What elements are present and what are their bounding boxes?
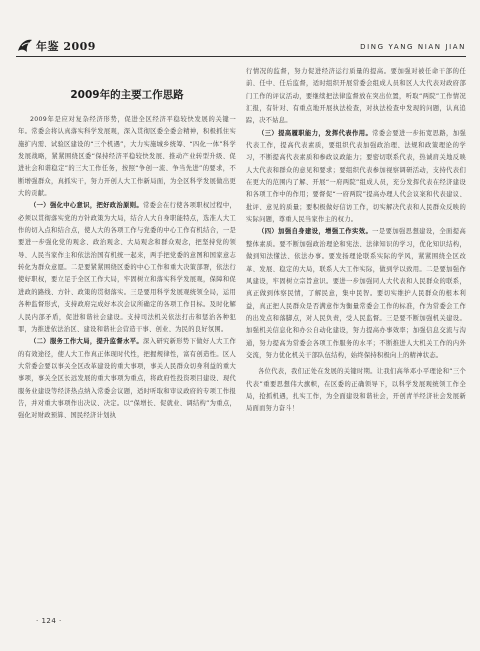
section-two-heading: （二）服务工作大局，提升监督水平。	[30, 338, 144, 346]
section-one-heading: （一）强化中心意识，把好政治原则。	[30, 202, 144, 210]
page-header	[0, 0, 480, 56]
section-two	[18, 336, 236, 422]
section-three-heading: （三）提高履职能力，发挥代表作用。	[258, 129, 373, 137]
closing-paragraph: 各位代表，我们正处在发展的关键时期。让我们高举邓小平理论和“三个代表”重要思想伟大旗帜，在区委的正确领导下，以科学发展观统领工作全局，抢抓机遇，扎实工作，为全面建设和谐社会，开创青羊经济社会发展新局面而努力奋斗！	[246, 368, 466, 413]
running-head: DING YANG NIAN JIAN	[360, 43, 466, 51]
section-four-heading: （四）加强自身建设，增强工作实效。	[258, 228, 373, 236]
left-column	[18, 66, 236, 423]
continued-paragraph: 行情况的监督，努力促进经济运行质量的提高。要加强对被任命干部的任前、任中、任后监督，适时组织开展常委会组成人员和区人大代表对政府部门工作的评议活动，要继续把法律监督放在突出位置，听取“两院”工作情况汇报，有针对、有重点地开展执法检查，对执法检查中发现的问题，认真追踪，决不姑息。	[246, 68, 466, 125]
section-three-body: 常委会要进一步拓宽思路，加强代表工作，提高代表素质，要组织代表加强政治理、法规和政策理论的学习，不断提高代表素质和参政议政能力；要密切联系代表，热诚肩关地反映人大代表和群众的意见和要求；要组织代表参加视察调研活动，支持代表们在更大的范围内了解、开展“一府两院”组成人员，充分发挥代表在经济建设和各项工作中的作用；要督促“一府两院”提高办理人代会议案和代表建议、批评、意见的质量；要积极做好信访工作，切实解决代表和人民群众反映的实际问题，尊重人民当家作主的权力。	[246, 129, 467, 224]
section-four-body: 一是要加强思想建设，全面提高整体素质。要不断加强政治理论和宪法、法律知识的学习，优化知识结构，做到知法懂法、依法办事。要发扬理论联系实际的学风，紧紧围绕全区改革、发展、稳定的大局，联系人大工作实际，做到学以致用。二是要加强作风建设，牢固树立宗旨意识。要进一步加强同人大代表和人民群众的联系，真正做到体察民情，了解民意，集中民智。要切实维护人民群众的根本利益，真正把人民群众是否满意作为衡量常委会工作的标准，作为常委会工作的出发点和落脚点，对人民负责，受人民监督。三是要不断加强机关建设。加强机关信息化和办公自动化建设，努力提高办事效率；加强信息交流与沟通，努力提高为常委会各项工作服务的水平；不断推进人大机关工作的内外交流，努力优化机关干部队伍结构，始终保持积极向上的精神状态。	[246, 228, 467, 359]
section-two-body: 深入研究新形势下做好人大工作的有效途径，使人大工作真正体现时代性，把握规律性，富有创造性。区人大常委会要以事关全区改革建设的重大事项，事关人民群众切身利益的重大事项，事关全区长远发展的重大事项为重点，将政府性投资项目建设、现代服务业建设等经济热点纳入常委会议题，适时听取和审议政府的专项工作报告，并对重大事项作出决议、决定。以“保增长、促就业、调结构”为重点，强化对财政预算、国民经济计划执	[18, 338, 237, 420]
article-title: 2009年的主要工作思路	[70, 89, 184, 101]
right-column	[246, 66, 466, 416]
section-four	[246, 226, 466, 362]
section-three	[246, 128, 466, 227]
yearbook-logo	[16, 36, 96, 56]
section-one-body: 常委会在行使各项职权过程中，必须以贯彻落实党的方针政策为大局，结合人大自身职能特点，选准人大工作的切入点和结合点，使人大的各项工作与党委的中心工作有机结合，一是要进一步强化党的观念、政治观念、大局观念和群众观念，把坚持党的领导、人民当家作主和依法治国有机统一起来，两手把党委的意图和国家意志转化为群众意愿。二是要紧紧围绕区委的中心工作和重大决策部署，依法行使好职权，要立足于全区工作大局，牢固树立和落实科学发展观，保障和促进政的路线、方针、政策的贯彻落实。三是要用科学发展观统领全局，运用各种监督形式，支持政府完成好本次会议所确定的各项工作目标。及时化解人民内部矛盾，促进和谐社会建设。支持司法机关依法打击和惩治各种犯罪，为推进依法治区、建设和谐社会营造干事、创业、为民的良好氛围。	[18, 202, 237, 333]
header-rule	[16, 56, 466, 57]
section-one	[18, 200, 236, 336]
yearbook-title: 年鉴 2009	[36, 40, 96, 53]
yearbook-emblem-icon	[16, 37, 34, 55]
page-number: · 124 ·	[36, 617, 62, 625]
intro-paragraph: 2009年是应对复杂经济形势，促进全区经济平稳较快发展的关键一年。常委会将认真落实科学发展观，深入贯彻区委全委会精神，积极抓住实施扩内需、试验区建设的“三个机遇”，大力实施城乡统筹、“四化一体”科学发展战略，紧紧围绕区委“保持经济平稳较快发展、推动产业转型升级、促进社会和谐稳定”的三大工作任务，按照“争创一流、争当先进”的要求，不断增强群众，真抓实干，努力开创人大工作新局面，为全区科学发展做出更大的贡献。	[18, 116, 236, 198]
